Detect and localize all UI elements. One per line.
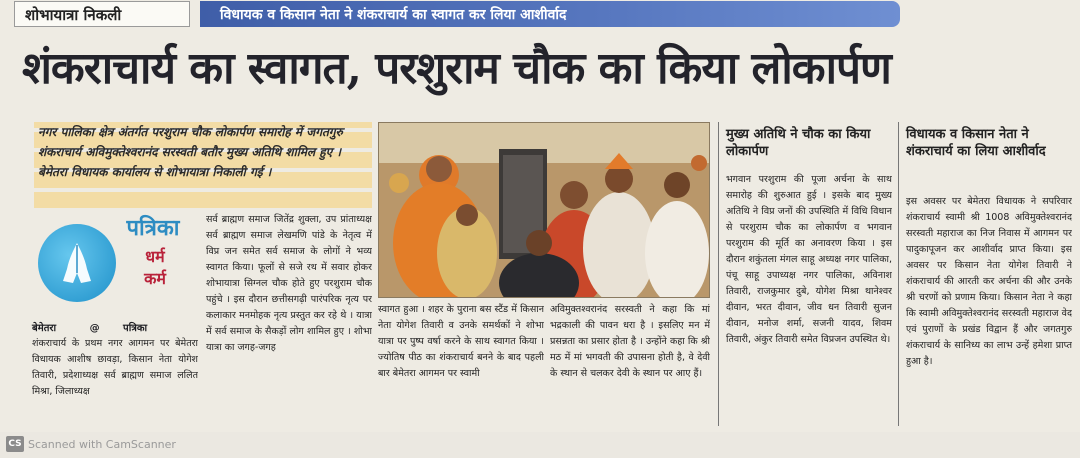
article-column-5: भगवान परशुराम की पूजा अर्चना के साथ समारोह की शुरुआत हुई । इसके बाद मुख्य अतिथि ने विप्र जनों की उपस्थिति में विधि विधान से परशुराम चौक का लोकार्पण व भगवान परशुराम की मूर्ति का अनावरण किया । इस दौरान शकुंतला मंगल साहू अध्यक्ष नगर पालिका, पंचू साहू उपाध्यक्ष नगर पालिका, अविनाश तिवारी, राजकुमार दुबे, योगेश मिश्रा थानेश्वर दीवान, भरत दीवान, जीव धन तिवारी सुजन दीवान, मनोज शर्मा, सजनी यादव, शिवम तिवारी, अंकुर तिवारी समेत विप्रजन उपस्थित थे। — [726, 174, 892, 345]
article-column-3: स्वागत हुआ । शहर के पुराना बस स्टैंड में किसान नेता योगेश तिवारी व उनके समर्थकों ने शोभा यात्रा पर पुष्प वर्षा करने के साथ स्वागत किया । ज्योतिष पीठ का शंकराचार्य बनने के बाद पहली बार बेमेतरा आगमन पर स्वामी — [378, 304, 544, 379]
scanner-footer — [0, 432, 1080, 458]
sub-headline: नगर पालिका क्षेत्र अंतर्गत परशुराम चौक लोकार्पण समारोह में जगतगुरु शंकराचार्य अविमुक्तेश्वरानंद सरस्वती बतौर मुख्य अतिथि शामिल हुए । बेमेतरा विधायक कार्यालय से शोभायात्रा निकाली गई । — [34, 122, 372, 208]
kicker-label: शोभायात्रा निकली — [14, 1, 190, 27]
brand-logo: पत्रिका — [126, 216, 180, 241]
brand-block — [38, 212, 188, 312]
dateline-place: बेमेतरा — [32, 323, 57, 334]
article-column-4: अविमुक्तश्वरानंद सरस्वती ने कहा कि मां भद्रकाली की पावन धरा है । इसलिए मन में प्रसन्नता का प्रसार होता है । उन्होंने कहा कि श्री मठ में मां भगवती की उपासना होती है, वे देवी के स्थान से चलकर देवी के स्थान पर आए हैं। — [550, 304, 710, 379]
scanner-watermark: Scanned with CamScanner — [28, 438, 176, 451]
dateline-source: पत्रिका — [123, 323, 148, 334]
article-column-6: इस अवसर पर बेमेतरा विधायक ने सपरिवार शंकराचार्य स्वामी श्री 1008 अविमुक्तेश्वरानंद सरस्वती महाराज का निज निवास में आगमन पर पादुकापूजन कर आशीर्वाद प्राप्त किया। इस अवसर पर किसान नेता योगेश तिवारी ने शंकराचार्य की आरती कर अर्चना की और उनके श्री चरणों को प्रणाम किया। किसान नेता ने कहा कि स्वामी अविमुक्तेश्वरानंद सरस्वती महाराज वेद एवं पुराणों के प्रखंड विद्वान हैं और जगतगुरु शंकराचार्य के सानिध्य का लाभ उन्हें हमेशा प्राप्त हुआ है। — [906, 196, 1072, 367]
dateline — [32, 320, 198, 334]
section-heading-blessings: विधायक व किसान नेता ने शंकराचार्य का लिया आशीर्वाद — [906, 127, 1046, 159]
column-divider — [718, 122, 719, 426]
section-label-line2: कर्म — [144, 269, 166, 288]
section-label — [122, 246, 188, 290]
section-heading-chief-guest: मुख्य अतिथि ने चौक का किया लोकार्पण — [726, 127, 871, 159]
section-label-line1: धर्म — [145, 247, 165, 266]
article-column-1: शंकराचार्य के प्रथम नगर आगमन पर बेमेतरा विधायक आशीष छावड़ा, किसान नेता योगेश तिवारी, प्रदेशाध्यक्ष सर्व ब्राह्मण समाज ललित मिश्रा, जिलाध्यक्ष — [32, 338, 198, 397]
column-divider — [898, 122, 899, 426]
kicker-banner: विधायक व किसान नेता ने शंकराचार्य का स्वागत कर लिया आशीर्वाद — [200, 1, 900, 27]
kicker-strip — [0, 0, 1080, 34]
camscanner-logo: CS — [6, 436, 24, 452]
event-photo — [378, 122, 710, 298]
article-column-2: सर्व ब्राह्मण समाज जितेंद्र शुक्ला, उप प्रांताध्यक्ष सर्व ब्राह्मण समाज लेखमणि पांडे के नेतृत्व में विप्र जन समेत सर्व समाज के लोगों ने भव्य स्वागत किया। फूलों से सजे रथ में सवार होकर शोभायात्रा सिग्नल चौक होते हुए परशुराम चौक पहुंचे । इस दौरान छत्तीसगढ़ी पारंपरिक नृत्य पर कलाकार मनमोहक नृत्य प्रस्तुत कर रहे थे । यात्रा में सर्व समाज के सैकड़ों लोग शामिल हुए । शोभा यात्रा का जगह-जगह — [206, 214, 372, 353]
headline: शंकराचार्य का स्वागत, परशुराम चौक का किया लोकार्पण — [22, 43, 891, 94]
folded-hands-icon — [38, 224, 116, 302]
dateline-at: @ — [89, 323, 100, 334]
